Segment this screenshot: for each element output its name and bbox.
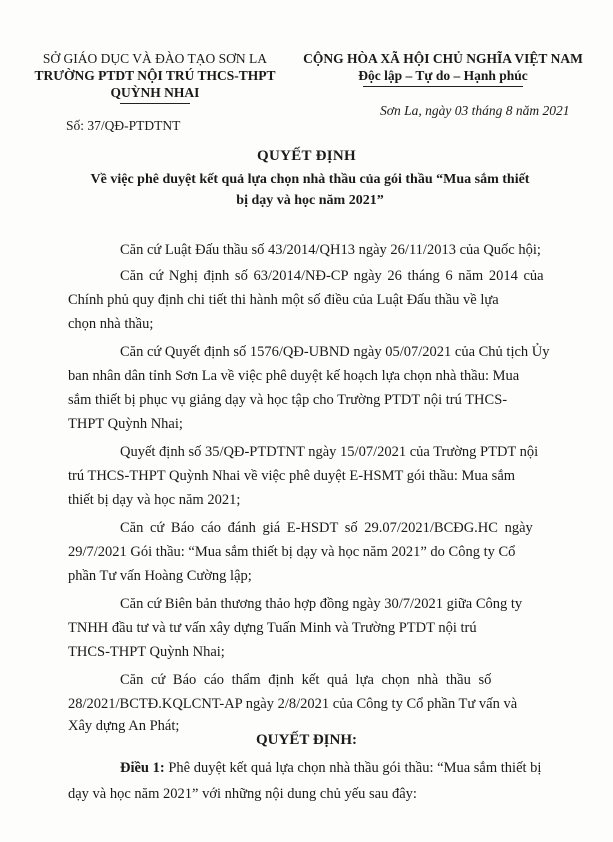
article-1-line-1 bbox=[120, 760, 541, 777]
subject-line-2: bị dạy và học năm 2021” bbox=[236, 193, 384, 208]
body-line: Quyết định số 35/QĐ-PTDTNT ngày 15/07/2021 của Trường PTDT nội bbox=[120, 444, 539, 460]
article-1-label: Điều 1: bbox=[120, 760, 165, 776]
document-date: Sơn La, ngày 03 tháng 8 năm 2021 bbox=[380, 103, 570, 118]
motto: Độc lập – Tự do – Hạnh phúc bbox=[358, 68, 528, 83]
document-title: QUYẾT ĐỊNH bbox=[257, 148, 356, 164]
body-line: 29/7/2021 Gói thầu: “Mua sắm thiết bị dạy và học năm 2021” do Công ty Cổ bbox=[68, 544, 516, 560]
body-line: THCS-THPT Quỳnh Nhai; bbox=[68, 644, 225, 660]
country-name: CỘNG HÒA XÃ HỘI CHỦ NGHĨA VIỆT NAM bbox=[303, 51, 583, 66]
body-line: Căn cứ Báo cáo thẩm định kết quả lựa chọn nhà thầu số bbox=[120, 672, 492, 688]
body-line: ban nhân dân tỉnh Sơn La về việc phê duyệt kế hoạch lựa chọn nhà thầu: Mua bbox=[68, 368, 520, 384]
decision-heading: QUYẾT ĐỊNH: bbox=[256, 732, 357, 748]
agency-line-1: SỞ GIÁO DỤC VÀ ĐÀO TẠO SƠN LA bbox=[42, 51, 268, 66]
body-line: chọn nhà thầu; bbox=[68, 316, 154, 332]
document-subject bbox=[60, 169, 560, 211]
body-line: Căn cứ Báo cáo đánh giá E-HSDT số 29.07/2021/BCĐG.HC ngày bbox=[120, 520, 533, 536]
body-line: TNHH đầu tư và tư vấn xây dựng Tuấn Minh và Trường PTDT nội trú bbox=[68, 620, 477, 636]
body-line: THPT Quỳnh Nhai; bbox=[68, 416, 183, 432]
body-line: thiết bị dạy và học năm 2021; bbox=[68, 492, 241, 508]
body-line: 28/2021/BCTĐ.KQLCNT-AP ngày 2/8/2021 của Công ty Cổ phần Tư vấn và bbox=[68, 696, 518, 712]
body-line: sắm thiết bị phục vụ giảng dạy và học tập cho Trường PTDT nội trú THCS- bbox=[68, 392, 508, 408]
body-line: Căn cứ Luật Đấu thầu số 43/2014/QH13 ngày 26/11/2013 của Quốc hội; bbox=[120, 242, 541, 258]
issuing-agency-block bbox=[30, 50, 280, 104]
body-line: Căn cứ Quyết định số 1576/QĐ-UBND ngày 05/07/2021 của Chủ tịch Ủy bbox=[120, 344, 550, 360]
body-line: phần Tư vấn Hoàng Cường lập; bbox=[68, 568, 252, 584]
motto-underline bbox=[363, 86, 523, 87]
article-1-text: Phê duyệt kết quả lựa chọn nhà thầu gói thầu: “Mua sắm thiết bị bbox=[164, 760, 542, 776]
subject-line-1: Về việc phê duyệt kết quả lựa chọn nhà thầu của gói thầu “Mua sắm thiết bbox=[90, 172, 530, 187]
agency-line-3: QUỲNH NHAI bbox=[110, 85, 200, 100]
article-1-line-2: dạy và học năm 2021” với những nội dung chủ yếu sau đây: bbox=[68, 786, 417, 802]
agency-line-2: TRƯỜNG PTDT NỘI TRÚ THCS-THPT bbox=[34, 68, 276, 83]
body-line: Căn cứ Nghị định số 63/2014/NĐ-CP ngày 26 tháng 6 năm 2014 của bbox=[120, 268, 544, 284]
national-motto-block bbox=[298, 50, 588, 87]
body-line: Xây dựng An Phát; bbox=[68, 718, 180, 734]
body-line: Chính phủ quy định chi tiết thi hành một số điều của Luật Đấu thầu về lựa bbox=[68, 292, 499, 308]
document-number: Số: 37/QĐ-PTDTNT bbox=[66, 118, 181, 133]
body-line: trú THCS-THPT Quỳnh Nhai về việc phê duyệt E-HSMT gói thầu: Mua sắm bbox=[68, 468, 516, 484]
agency-underline bbox=[120, 103, 190, 104]
body-line: Căn cứ Biên bản thương thảo hợp đồng ngày 30/7/2021 giữa Công ty bbox=[120, 596, 523, 612]
